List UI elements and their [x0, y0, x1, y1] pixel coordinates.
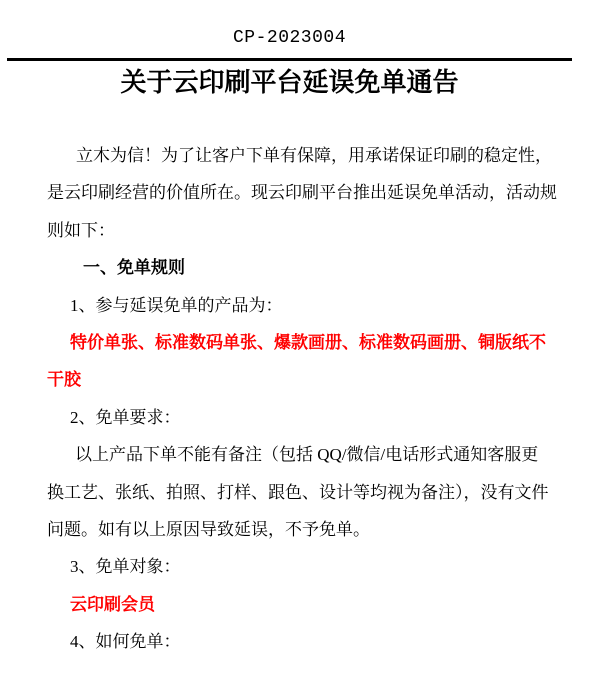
doc-line-requirement-1: 以上产品下单不能有备注（包括 QQ/微信/电话形式通知客服更 [75, 445, 539, 465]
doc-heading-rules: 一、免单规则 [83, 258, 185, 278]
doc-line-item-2: 2、免单要求： [70, 407, 181, 427]
doc-line-products-2: 干胶 [47, 370, 81, 390]
doc-line-intro-3: 则如下： [47, 220, 115, 240]
doc-line-intro-2: 是云印刷经营的价值所在。现云印刷平台推出延误免单活动，活动规 [47, 183, 557, 203]
doc-line-products-1: 特价单张、标准数码单张、爆款画册、标准数码画册、铜版纸不 [70, 332, 546, 352]
doc-line-item-1: 1、参与延误免单的产品为： [70, 295, 283, 315]
doc-line-members: 云印刷会员 [70, 594, 155, 614]
doc-line-requirement-3: 问题。如有以上原因导致延误，不予免单。 [47, 519, 370, 539]
doc-line-item-4: 4、如何免单： [70, 632, 181, 652]
doc-line-intro-1: 立木为信！为了让客户下单有保障，用承诺保证印刷的稳定性， [76, 146, 552, 165]
doc-body [47, 137, 559, 660]
doc-line-requirement-2: 换工艺、张纸、拍照、打样、跟色、设计等均视为备注），没有文件 [47, 482, 549, 502]
doc-title: 关于云印刷平台延误免单通告 [120, 68, 459, 97]
header-rule-divider [7, 58, 572, 61]
doc-line-item-3: 3、免单对象： [70, 557, 181, 577]
doc-code: CP-2023004 [232, 28, 347, 48]
